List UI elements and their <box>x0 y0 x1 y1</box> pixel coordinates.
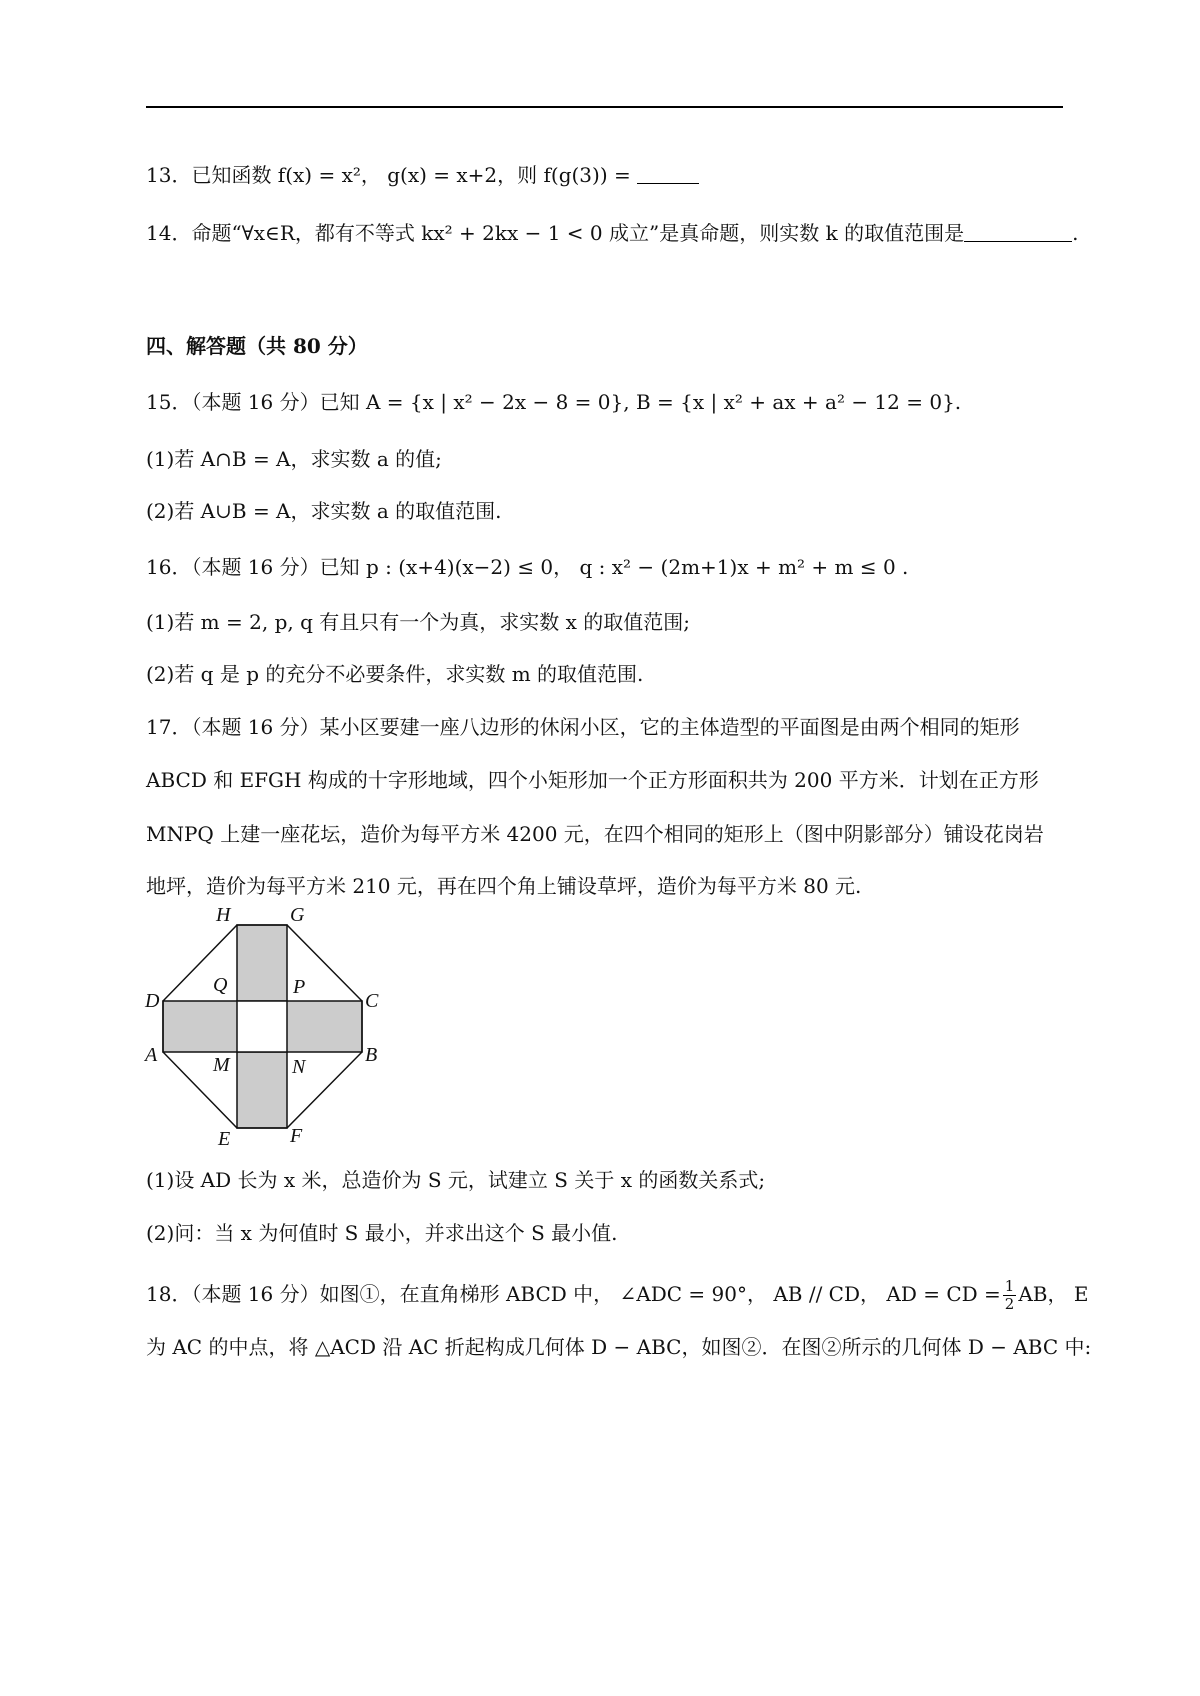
label-a: A <box>145 1044 158 1066</box>
question-18-line-1 <box>146 1277 1089 1313</box>
question-15-part-2: (2)若 A∪B = A，求实数 a 的取值范围. <box>146 499 502 523</box>
label-m: M <box>213 1054 230 1076</box>
question-17-part-1: (1)设 AD 长为 x 米，总造价为 S 元，试建立 S 关于 x 的函数关系式; <box>146 1168 766 1192</box>
question-17-line-4: 地坪，造价为每平方米 210 元，再在四个角上铺设草坪，造价为每平方米 80 元. <box>146 874 862 898</box>
question-15-part-1: (1)若 A∩B = A，求实数 a 的值; <box>146 447 442 471</box>
top-rule <box>146 106 1063 108</box>
question-18-line-2: 为 AC 的中点，将 △ACD 沿 AC 折起构成几何体 D − ABC，如图②．在图②所示的几何体 D − ABC 中: <box>146 1335 1092 1359</box>
octagon-figure <box>140 900 390 1150</box>
question-16-part-2: (2)若 q 是 p 的充分不必要条件，求实数 m 的取值范围. <box>146 662 644 686</box>
label-e: E <box>218 1128 231 1150</box>
question-17-line-1: 17．（本题 16 分）某小区要建一座八边形的休闲小区，它的主体造型的平面图是由两个相同的矩形 <box>146 715 1020 739</box>
fraction-one-half <box>1003 1278 1017 1313</box>
question-17-line-3: MNPQ 上建一座花坛，造价为每平方米 4200 元，在四个相同的矩形上（图中阴影部分）铺设花岗岩 <box>146 822 1044 846</box>
square-mnpq <box>237 1001 287 1052</box>
question-14 <box>146 220 1079 246</box>
label-h: H <box>216 904 231 926</box>
fraction-numerator: 1 <box>1004 1277 1015 1295</box>
label-q: Q <box>213 974 228 996</box>
label-c: C <box>365 990 379 1012</box>
question-16: 16．（本题 16 分）已知 p : (x+4)(x−2) ≤ 0， q : x² − (2m+1)x + m² + m ≤ 0 . <box>146 555 909 579</box>
question-16-part-1: (1)若 m = 2, p, q 有且只有一个为真，求实数 x 的取值范围; <box>146 610 690 634</box>
question-17-line-2: ABCD 和 EFGH 构成的十字形地域，四个小矩形加一个正方形面积共为 200 平方米．计划在正方形 <box>146 768 1039 792</box>
label-n: N <box>292 1056 306 1078</box>
question-13 <box>146 162 1070 188</box>
question-18-text-a: 18．（本题 16 分）如图①，在直角梯形 ABCD 中， ∠ADC = 90°， AB // CD， AD = CD = <box>146 1282 1001 1306</box>
question-14-text: 14．命题“∀x∈R，都有不等式 kx² + 2kx − 1 < 0 成立”是真命题，则实数 k 的取值范围是 <box>146 221 965 245</box>
label-g: G <box>290 904 305 926</box>
question-15: 15．（本题 16 分）已知 A = {x | x² − 2x − 8 = 0}, B = {x | x² + ax + a² − 12 = 0}. <box>146 390 962 414</box>
answer-blank-13 <box>637 165 699 184</box>
label-f: F <box>290 1125 303 1147</box>
question-13-text: 13．已知函数 f(x) = x²， g(x) = x+2，则 f(g(3)) = <box>146 163 638 187</box>
label-p: P <box>293 976 306 998</box>
label-d: D <box>145 990 160 1012</box>
label-b: B <box>365 1044 378 1066</box>
question-17-part-2: (2)问：当 x 为何值时 S 最小，并求出这个 S 最小值. <box>146 1221 618 1245</box>
question-18-text-b: AB， E <box>1018 1282 1089 1306</box>
answer-blank-14 <box>964 223 1072 242</box>
question-14-end: . <box>1072 221 1079 245</box>
section-heading-4: 四、解答题（共 80 分） <box>146 334 368 358</box>
fraction-denominator: 2 <box>1004 1295 1015 1313</box>
